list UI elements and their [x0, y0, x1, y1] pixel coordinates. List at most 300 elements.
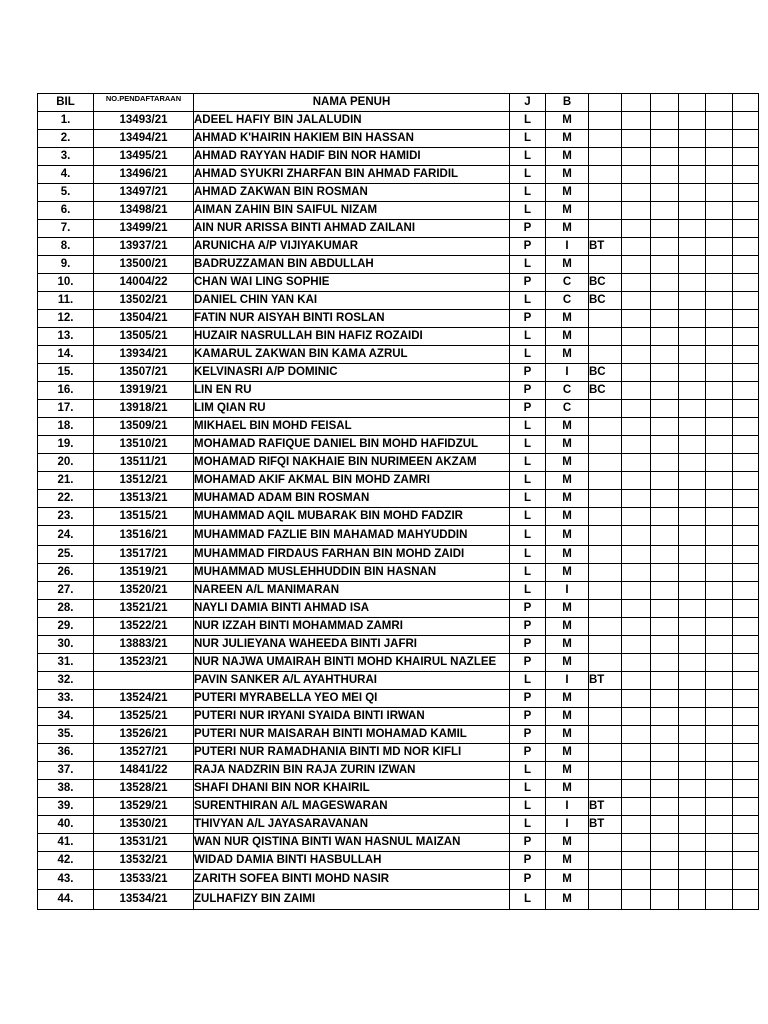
table-row: [38, 870, 759, 890]
cell-extra-5: [706, 346, 733, 364]
cell-no-pendaftaraan: 13525/21: [94, 708, 194, 726]
cell-bil: 40.: [38, 816, 94, 834]
cell-extra-3: [651, 274, 679, 292]
table-row: [38, 636, 759, 654]
cell-extra-4: [679, 382, 706, 400]
cell-extra-1: BC: [589, 292, 622, 310]
cell-extra-6: [733, 798, 759, 816]
cell-no-pendaftaraan: 13497/21: [94, 184, 194, 202]
cell-nama-penuh: MIKHAEL BIN MOHD FEISAL: [194, 418, 510, 436]
cell-extra-6: [733, 112, 759, 130]
cell-extra-6: [733, 364, 759, 382]
cell-extra-1: BT: [589, 816, 622, 834]
cell-extra-6: [733, 816, 759, 834]
cell-extra-5: [706, 328, 733, 346]
cell-extra-3: [651, 618, 679, 636]
cell-bil: 21.: [38, 472, 94, 490]
cell-extra-1: [589, 726, 622, 744]
cell-no-pendaftaraan: 13533/21: [94, 870, 194, 890]
cell-extra-4: [679, 798, 706, 816]
cell-nama-penuh: ARUNICHA A/P VIJIYAKUMAR: [194, 238, 510, 256]
cell-extra-2: [622, 310, 651, 328]
cell-extra-3: [651, 112, 679, 130]
cell-extra-5: [706, 852, 733, 870]
cell-nama-penuh: SURENTHIRAN A/L MAGESWARAN: [194, 798, 510, 816]
cell-jantina: P: [510, 654, 546, 672]
cell-extra-2: [622, 202, 651, 220]
cell-bil: 34.: [38, 708, 94, 726]
cell-extra-1: [589, 490, 622, 508]
table-row: [38, 490, 759, 508]
cell-extra-2: [622, 490, 651, 508]
cell-extra-4: [679, 184, 706, 202]
cell-extra-6: [733, 654, 759, 672]
cell-extra-5: [706, 454, 733, 472]
cell-bangsa: M: [546, 436, 589, 454]
cell-bil: 29.: [38, 618, 94, 636]
cell-bangsa: C: [546, 292, 589, 310]
cell-extra-1: [589, 870, 622, 890]
cell-bil: 14.: [38, 346, 94, 364]
cell-nama-penuh: NUR NAJWA UMAIRAH BINTI MOHD KHAIRUL NAZLEE: [194, 654, 510, 672]
cell-nama-penuh: AHMAD K'HAIRIN HAKIEM BIN HASSAN: [194, 130, 510, 148]
cell-bangsa: M: [546, 454, 589, 472]
cell-extra-5: [706, 166, 733, 184]
cell-no-pendaftaraan: 13517/21: [94, 546, 194, 564]
table-body: [38, 112, 759, 910]
cell-extra-1: BC: [589, 274, 622, 292]
cell-extra-2: [622, 184, 651, 202]
cell-bangsa: M: [546, 564, 589, 582]
table-row: [38, 508, 759, 526]
cell-extra-6: [733, 600, 759, 618]
cell-bil: 36.: [38, 744, 94, 762]
cell-extra-5: [706, 654, 733, 672]
cell-nama-penuh: MUHAMMAD FAZLIE BIN MAHAMAD MAHYUDDIN: [194, 526, 510, 546]
cell-nama-penuh: WAN NUR QISTINA BINTI WAN HASNUL MAIZAN: [194, 834, 510, 852]
cell-extra-4: [679, 780, 706, 798]
cell-extra-1: [589, 148, 622, 166]
cell-nama-penuh: KELVINASRI A/P DOMINIC: [194, 364, 510, 382]
cell-extra-4: [679, 508, 706, 526]
cell-extra-5: [706, 636, 733, 654]
cell-jantina: L: [510, 130, 546, 148]
cell-jantina: P: [510, 834, 546, 852]
cell-extra-6: [733, 762, 759, 780]
cell-extra-5: [706, 364, 733, 382]
cell-extra-5: [706, 220, 733, 238]
cell-jantina: L: [510, 202, 546, 220]
cell-bangsa: M: [546, 852, 589, 870]
cell-extra-6: [733, 346, 759, 364]
cell-extra-2: [622, 582, 651, 600]
cell-extra-6: [733, 238, 759, 256]
cell-extra-6: [733, 382, 759, 400]
cell-extra-6: [733, 400, 759, 418]
student-list-table: [37, 93, 759, 910]
table-row: [38, 346, 759, 364]
cell-bangsa: M: [546, 526, 589, 546]
header-nama-penuh: NAMA PENUH: [194, 94, 510, 112]
cell-extra-1: [589, 600, 622, 618]
cell-jantina: L: [510, 508, 546, 526]
cell-extra-5: [706, 708, 733, 726]
table-row: [38, 292, 759, 310]
cell-extra-3: [651, 780, 679, 798]
cell-extra-6: [733, 454, 759, 472]
cell-extra-4: [679, 274, 706, 292]
cell-extra-5: [706, 202, 733, 220]
table-row: [38, 256, 759, 274]
cell-extra-3: [651, 690, 679, 708]
cell-extra-3: [651, 546, 679, 564]
table-row: [38, 780, 759, 798]
table-row: [38, 654, 759, 672]
cell-extra-5: [706, 472, 733, 490]
cell-extra-5: [706, 418, 733, 436]
cell-extra-4: [679, 708, 706, 726]
table-row: [38, 310, 759, 328]
cell-extra-4: [679, 346, 706, 364]
cell-extra-1: [589, 310, 622, 328]
table-row: [38, 436, 759, 454]
cell-nama-penuh: FATIN NUR AISYAH BINTI ROSLAN: [194, 310, 510, 328]
cell-extra-5: [706, 256, 733, 274]
cell-extra-2: [622, 834, 651, 852]
table-row: [38, 220, 759, 238]
table-row: [38, 690, 759, 708]
cell-extra-2: [622, 600, 651, 618]
cell-bil: 43.: [38, 870, 94, 890]
cell-extra-6: [733, 618, 759, 636]
header-extra-4: [679, 94, 706, 112]
cell-no-pendaftaraan: 13519/21: [94, 564, 194, 582]
cell-bil: 42.: [38, 852, 94, 870]
cell-extra-3: [651, 600, 679, 618]
cell-extra-1: [589, 546, 622, 564]
cell-jantina: L: [510, 418, 546, 436]
cell-extra-3: [651, 490, 679, 508]
cell-extra-5: [706, 744, 733, 762]
cell-bangsa: M: [546, 508, 589, 526]
cell-bil: 26.: [38, 564, 94, 582]
cell-nama-penuh: HUZAIR NASRULLAH BIN HAFIZ ROZAIDI: [194, 328, 510, 346]
cell-extra-1: [589, 130, 622, 148]
cell-extra-4: [679, 744, 706, 762]
cell-extra-5: [706, 130, 733, 148]
cell-jantina: P: [510, 600, 546, 618]
cell-extra-4: [679, 112, 706, 130]
cell-extra-6: [733, 418, 759, 436]
cell-jantina: L: [510, 346, 546, 364]
cell-bil: 4.: [38, 166, 94, 184]
cell-bangsa: M: [546, 834, 589, 852]
cell-extra-2: [622, 436, 651, 454]
cell-bangsa: M: [546, 600, 589, 618]
table-row: [38, 798, 759, 816]
cell-jantina: L: [510, 436, 546, 454]
cell-jantina: L: [510, 184, 546, 202]
cell-extra-3: [651, 582, 679, 600]
cell-extra-6: [733, 274, 759, 292]
cell-extra-1: [589, 526, 622, 546]
cell-extra-4: [679, 256, 706, 274]
cell-jantina: P: [510, 364, 546, 382]
cell-extra-4: [679, 834, 706, 852]
cell-extra-1: [589, 636, 622, 654]
cell-no-pendaftaraan: 13529/21: [94, 798, 194, 816]
cell-nama-penuh: AHMAD SYUKRI ZHARFAN BIN AHMAD FARIDIL: [194, 166, 510, 184]
cell-no-pendaftaraan: 13512/21: [94, 472, 194, 490]
cell-extra-5: [706, 582, 733, 600]
cell-jantina: P: [510, 310, 546, 328]
table-row: [38, 834, 759, 852]
cell-bil: 37.: [38, 762, 94, 780]
cell-bangsa: M: [546, 690, 589, 708]
cell-extra-2: [622, 798, 651, 816]
cell-jantina: P: [510, 870, 546, 890]
cell-extra-2: [622, 256, 651, 274]
cell-extra-4: [679, 310, 706, 328]
cell-bangsa: M: [546, 418, 589, 436]
cell-bangsa: M: [546, 472, 589, 490]
cell-extra-1: BC: [589, 364, 622, 382]
cell-no-pendaftaraan: 13495/21: [94, 148, 194, 166]
cell-extra-4: [679, 238, 706, 256]
cell-nama-penuh: ZULHAFIZY BIN ZAIMI: [194, 890, 510, 910]
cell-jantina: L: [510, 672, 546, 690]
cell-extra-3: [651, 418, 679, 436]
cell-extra-1: [589, 472, 622, 490]
cell-bil: 5.: [38, 184, 94, 202]
cell-extra-3: [651, 472, 679, 490]
cell-no-pendaftaraan: 13493/21: [94, 112, 194, 130]
cell-extra-6: [733, 672, 759, 690]
cell-extra-4: [679, 600, 706, 618]
cell-bil: 1.: [38, 112, 94, 130]
cell-jantina: L: [510, 780, 546, 798]
cell-extra-1: [589, 418, 622, 436]
cell-bil: 6.: [38, 202, 94, 220]
cell-no-pendaftaraan: 14004/22: [94, 274, 194, 292]
cell-bil: 16.: [38, 382, 94, 400]
cell-extra-5: [706, 890, 733, 910]
cell-no-pendaftaraan: 13934/21: [94, 346, 194, 364]
cell-extra-4: [679, 890, 706, 910]
cell-extra-2: [622, 618, 651, 636]
cell-extra-3: [651, 454, 679, 472]
table-row: [38, 202, 759, 220]
table-row: [38, 816, 759, 834]
cell-extra-2: [622, 382, 651, 400]
cell-extra-4: [679, 328, 706, 346]
cell-no-pendaftaraan: 13499/21: [94, 220, 194, 238]
cell-extra-2: [622, 762, 651, 780]
cell-extra-3: [651, 328, 679, 346]
cell-extra-6: [733, 780, 759, 798]
header-extra-1: [589, 94, 622, 112]
cell-no-pendaftaraan: 13496/21: [94, 166, 194, 184]
cell-extra-5: [706, 726, 733, 744]
cell-extra-1: BT: [589, 672, 622, 690]
cell-no-pendaftaraan: 13511/21: [94, 454, 194, 472]
cell-bangsa: M: [546, 220, 589, 238]
cell-bangsa: M: [546, 636, 589, 654]
cell-nama-penuh: PUTERI NUR MAISARAH BINTI MOHAMAD KAMIL: [194, 726, 510, 744]
cell-extra-6: [733, 852, 759, 870]
cell-extra-4: [679, 148, 706, 166]
cell-extra-2: [622, 238, 651, 256]
cell-extra-1: [589, 400, 622, 418]
cell-extra-1: BT: [589, 798, 622, 816]
header-extra-3: [651, 94, 679, 112]
cell-no-pendaftaraan: [94, 672, 194, 690]
cell-extra-4: [679, 582, 706, 600]
cell-no-pendaftaraan: 13918/21: [94, 400, 194, 418]
cell-extra-3: [651, 834, 679, 852]
cell-bil: 39.: [38, 798, 94, 816]
cell-extra-3: [651, 636, 679, 654]
cell-extra-3: [651, 400, 679, 418]
table-row: [38, 726, 759, 744]
cell-bil: 7.: [38, 220, 94, 238]
cell-extra-3: [651, 890, 679, 910]
cell-extra-5: [706, 546, 733, 564]
cell-jantina: P: [510, 238, 546, 256]
cell-bangsa: M: [546, 184, 589, 202]
cell-extra-3: [651, 870, 679, 890]
cell-extra-3: [651, 238, 679, 256]
cell-nama-penuh: LIN EN RU: [194, 382, 510, 400]
table-row: [38, 130, 759, 148]
cell-nama-penuh: PAVIN SANKER A/L AYAHTHURAI: [194, 672, 510, 690]
cell-extra-1: [589, 436, 622, 454]
cell-no-pendaftaraan: 13883/21: [94, 636, 194, 654]
table-row: [38, 184, 759, 202]
cell-nama-penuh: NAYLI DAMIA BINTI AHMAD ISA: [194, 600, 510, 618]
cell-extra-6: [733, 202, 759, 220]
cell-bangsa: M: [546, 654, 589, 672]
cell-extra-6: [733, 526, 759, 546]
cell-bangsa: M: [546, 870, 589, 890]
cell-bil: 41.: [38, 834, 94, 852]
table-row: [38, 238, 759, 256]
cell-bil: 35.: [38, 726, 94, 744]
cell-bangsa: M: [546, 328, 589, 346]
cell-no-pendaftaraan: 13505/21: [94, 328, 194, 346]
cell-jantina: L: [510, 454, 546, 472]
cell-extra-3: [651, 564, 679, 582]
cell-no-pendaftaraan: 13532/21: [94, 852, 194, 870]
cell-extra-6: [733, 148, 759, 166]
cell-bangsa: M: [546, 890, 589, 910]
cell-extra-4: [679, 418, 706, 436]
cell-extra-6: [733, 184, 759, 202]
cell-extra-4: [679, 436, 706, 454]
cell-nama-penuh: MOHAMAD RIFQI NAKHAIE BIN NURIMEEN AKZAM: [194, 454, 510, 472]
cell-nama-penuh: MUHAMMAD AQIL MUBARAK BIN MOHD FADZIR: [194, 508, 510, 526]
cell-nama-penuh: AHMAD ZAKWAN BIN ROSMAN: [194, 184, 510, 202]
cell-bil: 27.: [38, 582, 94, 600]
cell-jantina: P: [510, 400, 546, 418]
table-row: [38, 112, 759, 130]
cell-jantina: L: [510, 256, 546, 274]
cell-extra-6: [733, 220, 759, 238]
cell-extra-5: [706, 526, 733, 546]
cell-nama-penuh: ADEEL HAFIY BIN JALALUDIN: [194, 112, 510, 130]
cell-extra-6: [733, 690, 759, 708]
cell-nama-penuh: SHAFI DHANI BIN NOR KHAIRIL: [194, 780, 510, 798]
cell-no-pendaftaraan: 13504/21: [94, 310, 194, 328]
cell-bil: 2.: [38, 130, 94, 148]
cell-jantina: L: [510, 166, 546, 184]
header-j: J: [510, 94, 546, 112]
cell-extra-4: [679, 364, 706, 382]
cell-extra-1: [589, 454, 622, 472]
cell-extra-2: [622, 130, 651, 148]
cell-extra-5: [706, 834, 733, 852]
cell-bil: 10.: [38, 274, 94, 292]
cell-bil: 22.: [38, 490, 94, 508]
cell-nama-penuh: BADRUZZAMAN BIN ABDULLAH: [194, 256, 510, 274]
cell-extra-3: [651, 256, 679, 274]
cell-extra-6: [733, 508, 759, 526]
cell-bil: 25.: [38, 546, 94, 564]
cell-extra-6: [733, 870, 759, 890]
table-row: [38, 148, 759, 166]
cell-extra-4: [679, 762, 706, 780]
cell-extra-4: [679, 546, 706, 564]
cell-no-pendaftaraan: 13507/21: [94, 364, 194, 382]
cell-extra-3: [651, 166, 679, 184]
cell-extra-2: [622, 166, 651, 184]
cell-extra-4: [679, 816, 706, 834]
cell-extra-4: [679, 220, 706, 238]
cell-bangsa: M: [546, 148, 589, 166]
cell-extra-6: [733, 328, 759, 346]
cell-extra-5: [706, 274, 733, 292]
cell-extra-5: [706, 148, 733, 166]
cell-jantina: P: [510, 636, 546, 654]
cell-extra-1: [589, 220, 622, 238]
table-row: [38, 744, 759, 762]
cell-extra-3: [651, 364, 679, 382]
cell-extra-2: [622, 780, 651, 798]
cell-bangsa: M: [546, 166, 589, 184]
table-row: [38, 454, 759, 472]
cell-extra-1: BC: [589, 382, 622, 400]
cell-nama-penuh: MOHAMAD RAFIQUE DANIEL BIN MOHD HAFIDZUL: [194, 436, 510, 454]
cell-extra-1: [589, 202, 622, 220]
cell-bangsa: M: [546, 618, 589, 636]
cell-extra-4: [679, 672, 706, 690]
cell-extra-5: [706, 436, 733, 454]
cell-extra-4: [679, 292, 706, 310]
cell-extra-1: [589, 166, 622, 184]
cell-bangsa: C: [546, 382, 589, 400]
table-row: [38, 672, 759, 690]
cell-nama-penuh: MOHAMAD AKIF AKMAL BIN MOHD ZAMRI: [194, 472, 510, 490]
cell-nama-penuh: THIVYAN A/L JAYASARAVANAN: [194, 816, 510, 834]
cell-bangsa: M: [546, 112, 589, 130]
cell-extra-2: [622, 690, 651, 708]
cell-bil: 17.: [38, 400, 94, 418]
cell-extra-3: [651, 762, 679, 780]
cell-bil: 30.: [38, 636, 94, 654]
cell-bil: 31.: [38, 654, 94, 672]
cell-extra-5: [706, 238, 733, 256]
cell-extra-5: [706, 292, 733, 310]
